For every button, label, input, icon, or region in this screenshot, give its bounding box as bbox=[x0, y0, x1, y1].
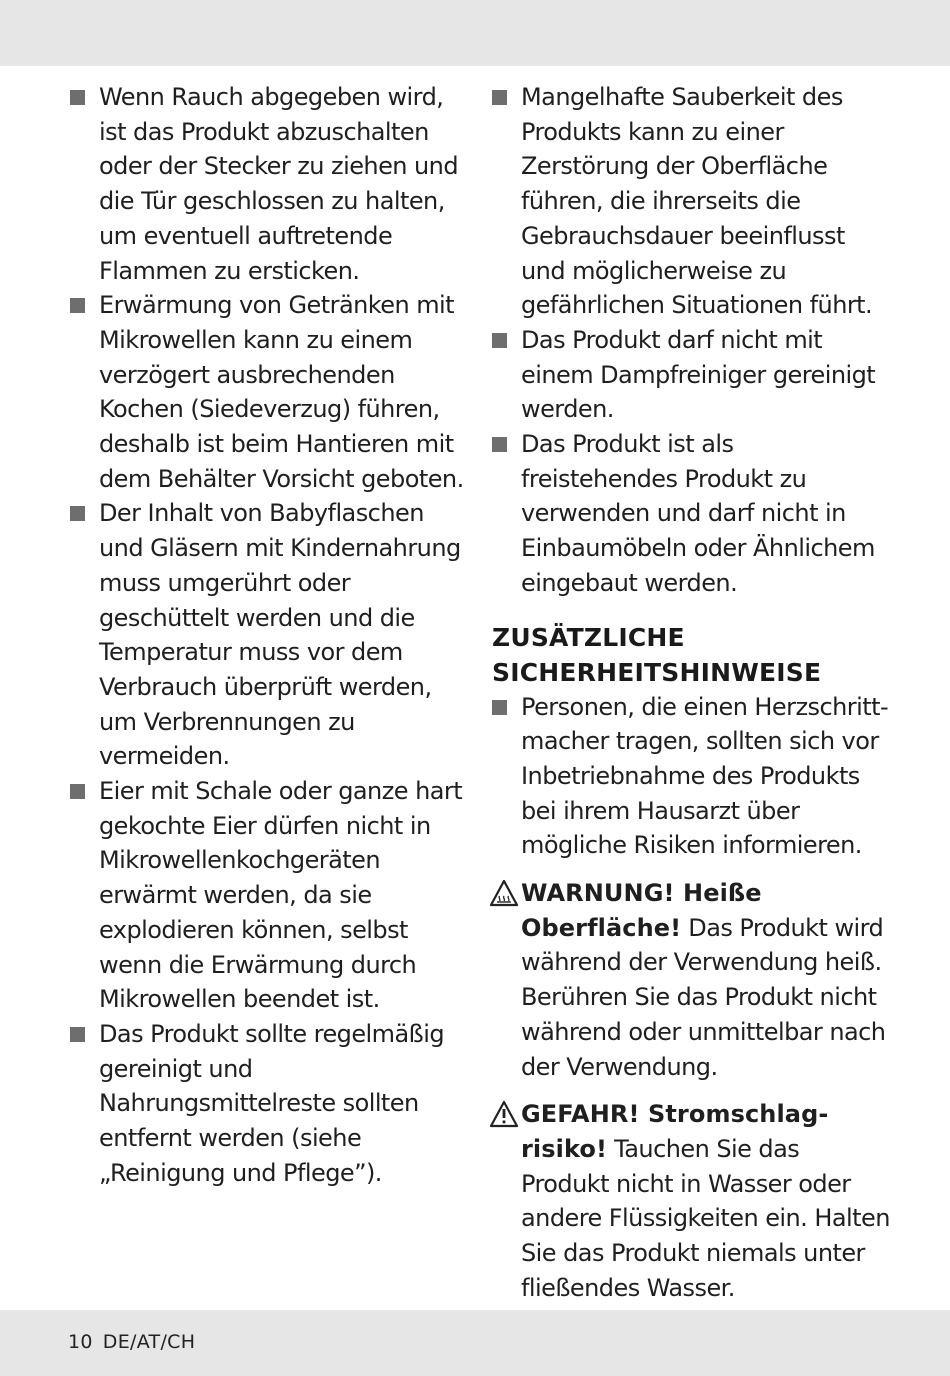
list-item bbox=[70, 1017, 470, 1191]
square-bullet-icon bbox=[70, 90, 85, 105]
right-column bbox=[492, 80, 892, 1306]
electric-shock-warning bbox=[492, 1097, 892, 1305]
square-bullet-icon bbox=[492, 437, 507, 452]
list-item-text: Das Produkt ist als freistehendes Produkt zu verwenden und darf nicht in Einbaumöbeln oder Ähnlichem eingebaut werden. bbox=[521, 430, 875, 597]
hot-surface-warning bbox=[492, 876, 892, 1084]
section-heading-line: ZUSÄTZLICHE bbox=[492, 622, 685, 652]
list-item bbox=[492, 80, 892, 323]
header-band bbox=[0, 0, 950, 66]
list-item-text: Eier mit Schale oder ganze hart gekochte Eier dürfen nicht in Mikrowellenkochgeräten erwärmt werden, da sie explodieren können, selbst wenn die Erwärmung durch Mikrowellen beendet ist. bbox=[99, 777, 463, 1014]
danger-text: Tauchen Sie das Produkt nicht in Wasser oder andere Flüssigkeiten ein. Halten Sie das Produkt niemals unter fließendes Wasser. bbox=[521, 1134, 890, 1302]
list-item bbox=[492, 690, 892, 864]
square-bullet-icon bbox=[492, 700, 507, 715]
list-item bbox=[70, 288, 470, 496]
list-item bbox=[70, 80, 470, 288]
section-heading bbox=[492, 620, 892, 690]
warning-label: WARNUNG! Heiße Oberfläche! bbox=[521, 879, 762, 942]
square-bullet-icon bbox=[492, 90, 507, 105]
list-item bbox=[70, 774, 470, 1017]
left-column bbox=[70, 80, 470, 1191]
page-number: 10 bbox=[68, 1331, 93, 1353]
locale-label: DE/AT/CH bbox=[102, 1331, 196, 1353]
warning-triangle-icon bbox=[489, 1100, 519, 1128]
list-item-text: Personen, die einen Herzschrittmacher tragen, sollten sich vor Inbetriebnahme des Produkts bei ihrem Hausarzt über mögliche Risiken informieren. bbox=[521, 692, 889, 860]
list-item-text: Der Inhalt von Babyflaschen und Gläsern mit Kindernahrung muss umgerührt oder geschüttelt werden und die Temperatur muss vor dem Verbrauch überprüft werden, um Verbrennungen zu vermeiden. bbox=[99, 499, 461, 771]
square-bullet-icon bbox=[492, 333, 507, 348]
hot-surface-warning-icon bbox=[489, 879, 519, 907]
section-heading-line: SICHERHEITSHINWEISE bbox=[492, 657, 822, 687]
page-footer bbox=[68, 1331, 205, 1353]
warning-text: Das Produkt wird während der Verwendung heiß. Berühren Sie das Produkt nicht während oder unmittelbar nach der Verwendung. bbox=[521, 913, 886, 1081]
list-item bbox=[492, 427, 892, 601]
danger-label: GEFAHR! Stromschlagrisiko! bbox=[521, 1100, 829, 1163]
square-bullet-icon bbox=[70, 298, 85, 313]
square-bullet-icon bbox=[70, 506, 85, 521]
list-item-text: Wenn Rauch abgegeben wird, ist das Produkt abzuschalten oder der Stecker zu ziehen und die Tür geschlossen zu halten, um eventuell auftretende Flammen zu ersticken. bbox=[99, 83, 459, 285]
list-item-text: Mangelhafte Sauberkeit des Produkts kann zu einer Zerstörung der Oberfläche führen, die ihrerseits die Gebrauchsdauer beeinflusst und möglicherweise zu gefährlichen Situationen führt. bbox=[521, 83, 873, 320]
list-item-text: Das Produkt darf nicht mit einem Dampfreiniger gereinigt werden. bbox=[521, 325, 876, 424]
list-item-text: Das Produkt sollte regelmäßig gereinigt und Nahrungsmittelreste sollten entfernt werden (siehe „Reinigung und Pflege”). bbox=[99, 1019, 445, 1187]
list-item-text: Erwärmung von Getränken mit Mikrowellen kann zu einem verzögert ausbrechenden Kochen (Siedeverzug) führen, deshalb ist beim Hantieren mit dem Behälter Vorsicht geboten. bbox=[99, 291, 464, 493]
list-item bbox=[70, 496, 470, 774]
square-bullet-icon bbox=[70, 784, 85, 799]
list-item bbox=[492, 323, 892, 427]
square-bullet-icon bbox=[70, 1027, 85, 1042]
